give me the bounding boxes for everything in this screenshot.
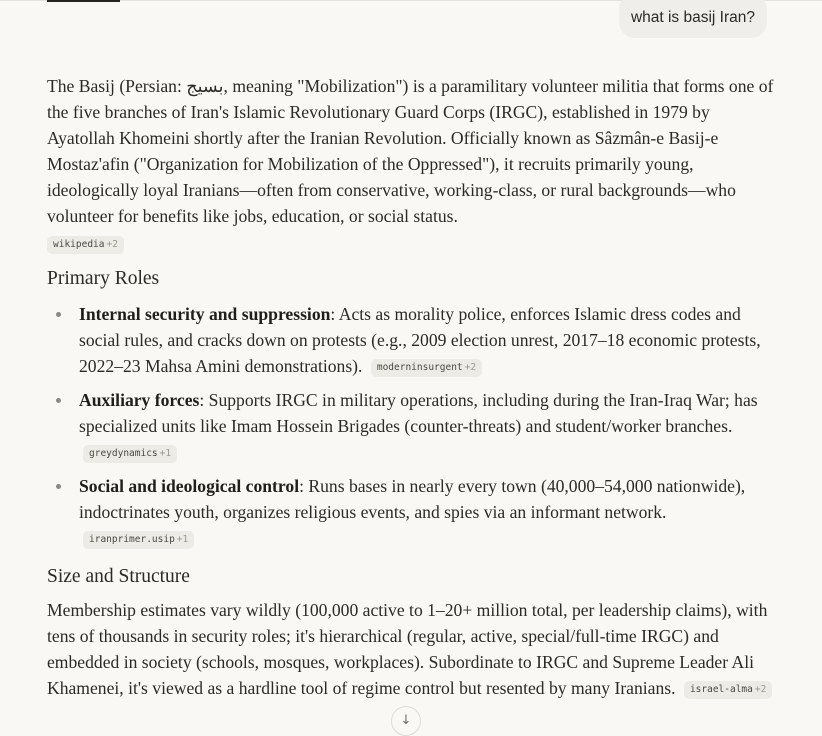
list-item: Auxiliary forces: Supports IRGC in military operations, including during the Iran-Iraq War; has specialized units like Imam Hossein Brigades (counter-threats) and student/worker branches. greydynamics +1: [47, 387, 777, 465]
intro-paragraph: The Basij (Persian: بسیج, meaning "Mobilization") is a paramilitary volunteer militia that forms one of the five branches of Iran's Islamic Revolutionary Guard Corps (IRGC), established in 1979 by Ayatollah Khomeini shortly after the Iranian Revolution. Officially known as Sâzmân-e Basij-e Mostaz'afin ("Organization for Mobilization of the Oppressed"), it recruits primarily young, ideologically loyal Iranians—often from conservative, working-class, or rural backgrounds—who volunteer for benefits like jobs, education, or social status.: [47, 76, 774, 226]
section-heading: Size and Structure: [47, 566, 190, 587]
citation-chip[interactable]: iranprimer.usip +1: [83, 531, 194, 549]
size-structure-paragraph: Membership estimates vary wildly (100,000 active to 1–20+ million total, per leadership claims), with tens of thousands in security roles; it's hierarchical (regular, active, special/full-time IRGC) and embedded in society (schools, mosques, workplaces). Subordinate to IRGC and Supreme Leader Ali Khamenei, it's viewed as a hardline tool of regime control but resented by many Iranians. israel-alma +2: [47, 597, 777, 701]
roles-list: [47, 301, 777, 551]
active-tab-indicator: [47, 0, 120, 2]
section-heading: Primary Roles: [47, 268, 160, 289]
bullet-icon: [56, 484, 61, 489]
persian-term: بسیج: [186, 76, 224, 96]
citation-chip[interactable]: wikipedia +2: [47, 236, 124, 254]
user-message-text: what is basij Iran?: [630, 9, 755, 26]
bullet-icon: [56, 312, 61, 317]
citation-chip[interactable]: moderninsurgent +2: [371, 359, 482, 377]
scroll-to-bottom-button[interactable]: [391, 706, 421, 736]
bullet-icon: [56, 398, 61, 403]
assistant-answer: [47, 73, 777, 701]
citation-chip[interactable]: israel-alma +2: [684, 681, 772, 699]
citation-chip[interactable]: greydynamics +1: [83, 445, 177, 463]
list-item: Social and ideological control: Runs bases in nearly every town (40,000–54,000 nationwide), indoctrinates youth, organizes religious events, and spies via an informant network. iranprimer.usip +1: [47, 473, 777, 551]
user-message-bubble: [619, 0, 767, 38]
arrow-down-icon: ↓: [400, 713, 412, 728]
list-item: Internal security and suppression: Acts as morality police, enforces Islamic dress codes and social rules, and cracks down on protests (e.g., 2009 election unrest, 2017–18 economic protests, 2022–23 Mahsa Amini demonstrations). moderninsurgent +2: [47, 301, 777, 379]
